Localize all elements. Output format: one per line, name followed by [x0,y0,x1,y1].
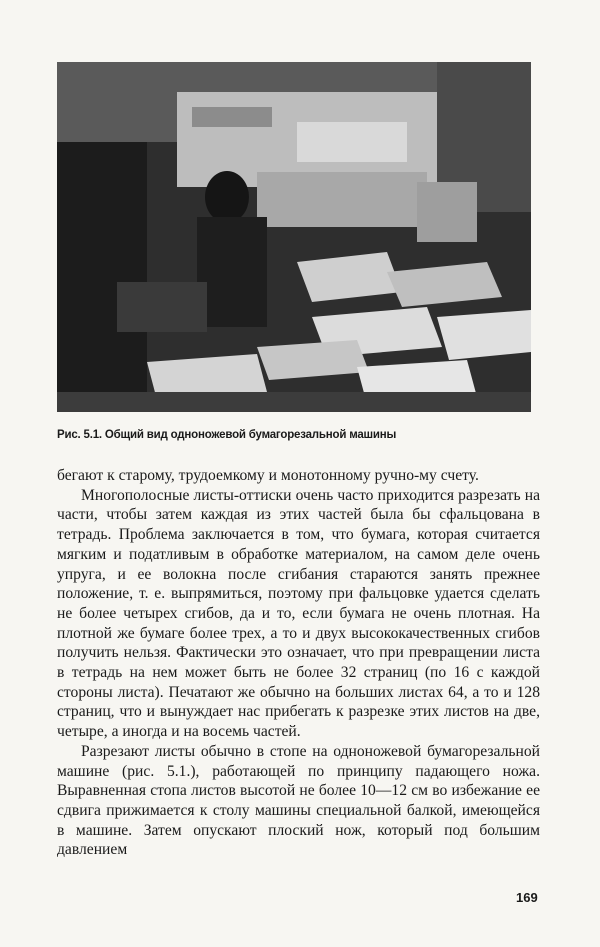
body-text [57,466,540,860]
paragraph: бегают к старому, трудоемкому и монотонному ручно-му счету. [57,467,479,484]
paragraph: Многополосные листы-оттиски очень часто приходится разрезать на части, чтобы затем каждая из этих частей была бы сфальцована в тетрадь. Проблема заключается в том, что бумага, которая считается мягким и податливым в обработке материалом, на самом деле очень упруга, и ее волокна после сгибания стараются занять прежнее положение, т. е. выпрямиться, поэтому при фальцовке удается сделать не более четырех сгибов, да и то, если бумага не очень плотная. На плотной же бумаге более трех, а то и двух высококачественных сгибов получить нельзя. Фактически это означает, что при превращении листа в тетрадь на нем может быть не более 32 страниц (по 16 с каждой стороны листа). Печатают же обычно на больших листах 64, а то и 128 страниц, что и вынуждает нас прибегать к разрезке этих листов на две, четыре, а иногда и на восемь частей. [57,486,540,741]
paragraph: Разрезают листы обычно в стопе на одноножевой бумагорезальной машине (рис. 5.1.), работающей по принципу падающего ножа. Выравненная стопа листов высотой не более 10—12 см во избежание ее сдвига прижимается к столу машины специальной балкой, имеющейся в машине. Затем опускают плоский нож, который под большим давлением [57,742,540,859]
figure-photo [57,62,531,412]
page-number: 169 [516,890,538,905]
figure-caption: Рис. 5.1. Общий вид одноножевой бумагорезальной машины [57,429,397,441]
paper-cutting-machine-photo [57,62,531,412]
